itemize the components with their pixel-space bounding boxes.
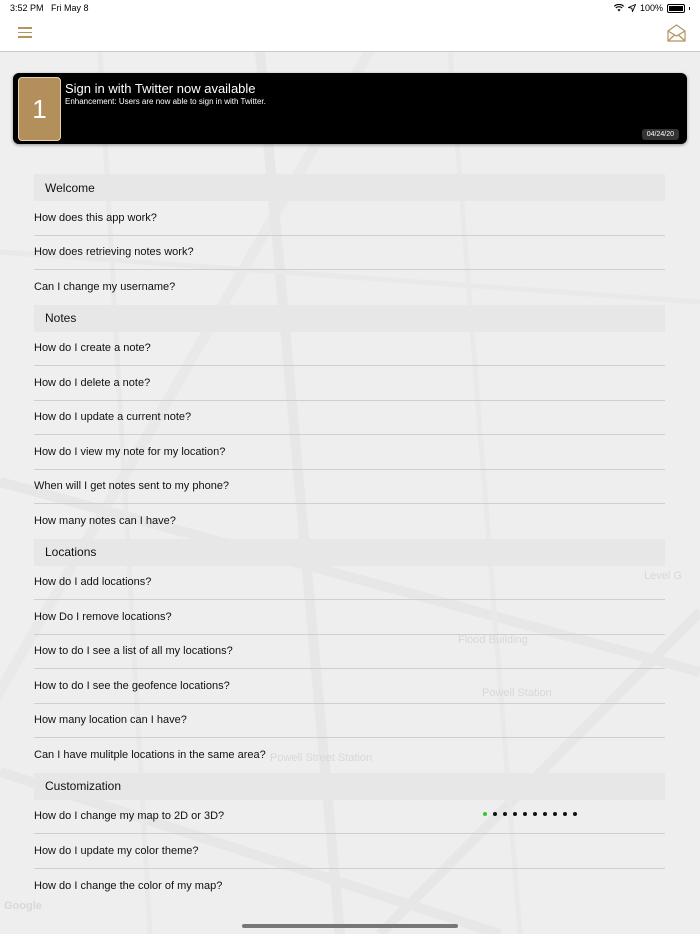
faq-question[interactable]: How do I add locations?: [34, 566, 665, 601]
location-arrow-icon: [628, 4, 636, 12]
status-time-value: 3:52 PM: [10, 3, 44, 13]
page-dot[interactable]: [493, 812, 497, 816]
announcement-count-badge: 1: [18, 77, 61, 141]
faq-question[interactable]: Can I have mulitple locations in the same area?: [34, 749, 266, 762]
status-time: [10, 3, 89, 13]
faq-question[interactable]: How does retrieving notes work?: [34, 236, 665, 271]
hamburger-menu-icon[interactable]: [18, 27, 32, 39]
faq-question[interactable]: How do I view my note for my location?: [34, 435, 665, 470]
status-bar: [0, 0, 700, 16]
faq-question[interactable]: How do I change the color of my map?: [34, 879, 223, 892]
battery-icon: [667, 4, 685, 13]
page-dot[interactable]: [523, 812, 527, 816]
faq-question[interactable]: When will I get notes sent to my phone?: [34, 470, 665, 505]
page-dot[interactable]: [533, 812, 537, 816]
faq-question[interactable]: How Do I remove locations?: [34, 600, 665, 635]
announcement-description: Enhancement: Users are now able to sign in with Twitter.: [65, 97, 266, 106]
battery-cap: [689, 7, 690, 10]
page-dot[interactable]: [563, 812, 567, 816]
status-date-value: Fri May 8: [51, 3, 89, 13]
faq-question[interactable]: How many notes can I have?: [34, 515, 176, 528]
section-header-locations: Locations: [34, 539, 665, 566]
announcement-date: 04/24/20: [642, 129, 679, 140]
page-dot-active[interactable]: [483, 812, 487, 816]
navigation-bar: [0, 16, 700, 52]
battery-percent: 100%: [639, 3, 663, 13]
page-dot[interactable]: [553, 812, 557, 816]
announcement-banner[interactable]: [13, 73, 687, 144]
wifi-icon: [614, 4, 624, 12]
page-indicator[interactable]: [483, 812, 577, 816]
envelope-icon[interactable]: [667, 24, 686, 42]
status-right: [614, 3, 690, 13]
faq-question[interactable]: How to do I see a list of all my locations?: [34, 635, 665, 670]
section-header-customization: Customization: [34, 773, 665, 800]
announcement-title: Sign in with Twitter now available: [65, 81, 256, 96]
faq-question[interactable]: How do I delete a note?: [34, 366, 665, 401]
faq-question[interactable]: How do I update a current note?: [34, 401, 665, 436]
faq-question[interactable]: How does this app work?: [34, 201, 665, 236]
section-header-notes: Notes: [34, 305, 665, 332]
faq-question[interactable]: How do I update my color theme?: [34, 834, 665, 869]
page-dot[interactable]: [503, 812, 507, 816]
faq-question[interactable]: How to do I see the geofence locations?: [34, 669, 665, 704]
faq-question[interactable]: How many location can I have?: [34, 704, 665, 739]
faq-question[interactable]: How do I change my map to 2D or 3D?: [34, 800, 665, 835]
page-dot[interactable]: [543, 812, 547, 816]
section-header-welcome: Welcome: [34, 174, 665, 201]
page-dot[interactable]: [573, 812, 577, 816]
home-indicator[interactable]: [242, 924, 458, 928]
faq-question[interactable]: How do I create a note?: [34, 332, 665, 367]
faq-list: [34, 174, 665, 903]
faq-question[interactable]: Can I change my username?: [34, 281, 176, 294]
page-dot[interactable]: [513, 812, 517, 816]
